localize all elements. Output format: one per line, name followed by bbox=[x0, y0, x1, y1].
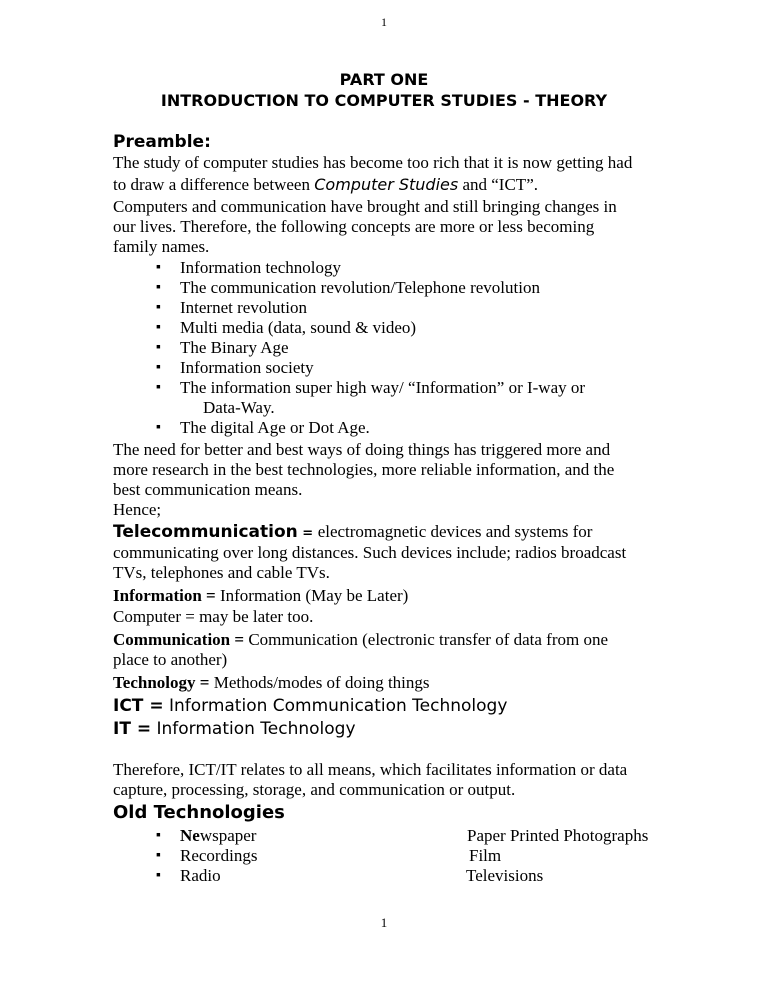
list-item: ▪ Information technology bbox=[180, 258, 341, 278]
list-item: ▪ The communication revolution/Telephone revolution bbox=[180, 278, 540, 298]
paragraph-line: family names. bbox=[113, 237, 210, 256]
technology-definition: Technology = Methods/modes of doing things bbox=[113, 673, 430, 692]
list-item-continuation: Data-Way. bbox=[203, 398, 275, 417]
list-item: ▪ Multi media (data, sound & video) bbox=[180, 318, 416, 338]
page-number-top: 1 bbox=[381, 15, 387, 29]
paragraph-line: place to another) bbox=[113, 650, 228, 669]
information-definition: Information = Information (May be Later) bbox=[113, 586, 409, 605]
paragraph-line: Therefore, ICT/IT relates to all means, which facilitates information or data bbox=[113, 760, 628, 779]
list-item: ▪ The Binary Age bbox=[180, 338, 289, 358]
preamble-heading: Preamble: bbox=[113, 132, 211, 152]
paragraph-line: The study of computer studies has become too rich that it is now getting had bbox=[113, 153, 633, 172]
computer-line: Computer = may be later too. bbox=[113, 607, 314, 626]
telecommunication-definition: Telecommunication = electromagnetic devices and systems for bbox=[113, 522, 593, 542]
paragraph-line: TVs, telephones and cable TVs. bbox=[113, 563, 330, 582]
old-technologies-heading: Old Technologies bbox=[113, 802, 285, 823]
paragraph-line: best communication means. bbox=[113, 480, 303, 499]
paragraph-line: communicating over long distances. Such devices include; radios broadcast bbox=[113, 543, 627, 562]
list-item: ▪ The information super high way/ “Information” or I-way or bbox=[180, 378, 585, 398]
paragraph-line: our lives. Therefore, the following concepts are more or less becoming bbox=[113, 217, 595, 236]
list-item: ▪ Recordings Film bbox=[180, 846, 257, 866]
list-item: ▪ Newspaper Paper Printed Photographs bbox=[180, 826, 256, 846]
it-definition: IT = Information Technology bbox=[113, 719, 356, 739]
paragraph-line: capture, processing, storage, and communication or output. bbox=[113, 780, 516, 799]
paragraph-line: to draw a difference between Computer Studies and “ICT”. bbox=[113, 175, 538, 194]
communication-definition: Communication = Communication (electronic transfer of data from one bbox=[113, 630, 609, 649]
paragraph-line: more research in the best technologies, more reliable information, and the bbox=[113, 460, 615, 479]
ict-definition: ICT = Information Communication Technology bbox=[113, 696, 508, 716]
list-item: ▪ Information society bbox=[180, 358, 314, 378]
list-item: ▪ Internet revolution bbox=[180, 298, 307, 318]
title-introduction: INTRODUCTION TO COMPUTER STUDIES - THEORY bbox=[160, 91, 608, 110]
paragraph-line: Hence; bbox=[113, 500, 162, 519]
paragraph-line: Computers and communication have brought and still bringing changes in bbox=[113, 197, 617, 216]
page-number-bottom: 1 bbox=[380, 915, 388, 930]
paragraph-line: The need for better and best ways of doing things has triggered more and bbox=[113, 440, 611, 459]
title-part-one: PART ONE bbox=[339, 70, 429, 89]
list-item: ▪ The digital Age or Dot Age. bbox=[180, 418, 370, 438]
list-item: ▪ Radio Televisions bbox=[180, 866, 221, 886]
